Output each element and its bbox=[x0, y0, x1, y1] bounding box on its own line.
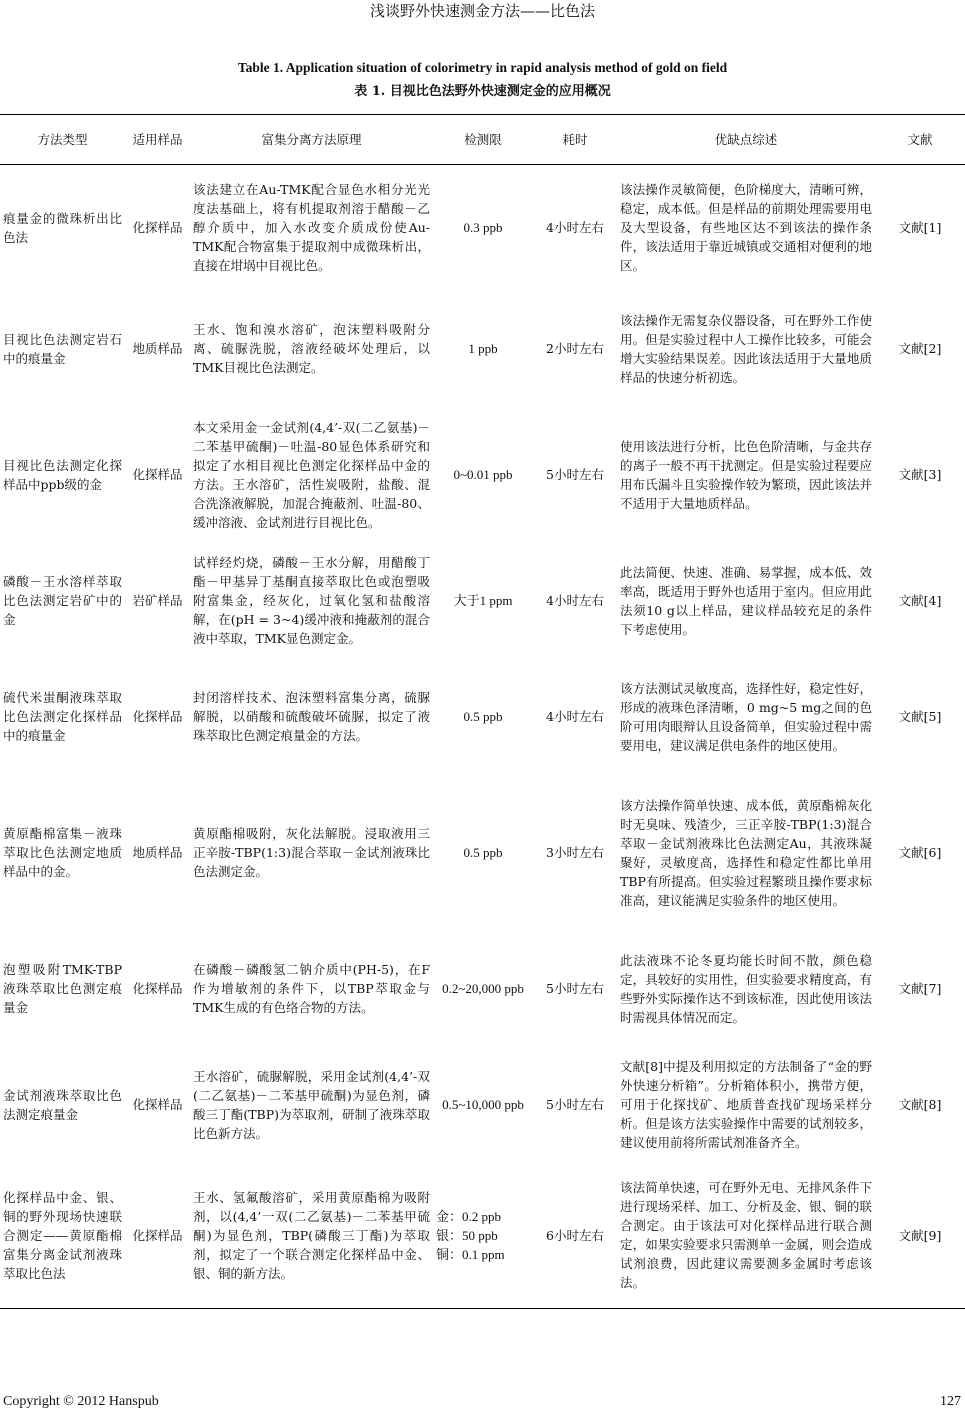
sample-type-cell: 化探样品 bbox=[125, 1163, 190, 1309]
method-cell: 目视比色法测定岩石中的痕量金 bbox=[3, 331, 122, 366]
principle-cell: 该法建立在Au-TMK配合显色水相分光光度法基础上，将有机提取剂溶于醋酸－乙醇介质中，加入水改变介质成份使Au-TMK配合物富集于提取剂中成微珠析出，直接在坩埚中目视比色。 bbox=[193, 182, 430, 274]
method-cell: 化探样品中金、银、铜的野外现场快速联合测定——黄原酯棉富集分离金试剂液珠萃取比色法 bbox=[0, 1163, 125, 1309]
sample-type-cell: 化探样品 bbox=[132, 981, 183, 996]
method-cell: 硫代米蚩酮液珠萃取比色法测定化探样品中的痕量金 bbox=[3, 690, 122, 743]
col-header-ref: 文献 bbox=[875, 115, 965, 165]
sample-type-cell: 化探样品 bbox=[132, 467, 183, 482]
detection-limit-cell bbox=[433, 1047, 533, 1163]
sample-type-cell: 地质样品 bbox=[132, 845, 183, 860]
table-row bbox=[0, 291, 965, 407]
method-cell: 磷酸－王水溶样萃取比色法测定岩矿中的金 bbox=[3, 574, 122, 627]
sample-type-cell: 化探样品 bbox=[132, 220, 183, 236]
pros-cons-cell: 该法操作灵敏简便，色阶梯度大，清晰可辨，稳定，成本低。但是样品的前期处理需要用电及大型设备，有些地区达不到该法的操作条件，该法适用于靠近城镇或交通相对便利的地区。 bbox=[620, 182, 872, 274]
table-row bbox=[0, 659, 965, 775]
col-header-time: 耗时 bbox=[533, 115, 617, 165]
reference-cell: 文献[3] bbox=[898, 467, 942, 482]
reference-cell: 文献[4] bbox=[898, 593, 942, 608]
reference-cell: 文献[1] bbox=[898, 220, 942, 236]
pros-cons-cell: 此法简便、快速、准确、易掌握，成本低、效率高，既适用于野外也适用于室内。但应用此法须10 g以上样品，建议样品较充足的条件下考虑使用。 bbox=[620, 564, 872, 637]
principle-cell: 在磷酸－磷酸氢二钠介质中(PH-5)，在F作为增敏剂的条件下，以TBP萃取金与TMK生成的有色络合物的方法。 bbox=[193, 962, 430, 1015]
time-cell: 6小时左右 bbox=[533, 1163, 617, 1309]
reference-cell: 文献[6] bbox=[898, 845, 942, 860]
reference-cell: 文献[8] bbox=[898, 1097, 942, 1112]
time-cell: 5小时左右 bbox=[546, 981, 604, 996]
detection-limit-value: 1 ppb bbox=[468, 341, 498, 356]
detection-limit-cell bbox=[433, 931, 533, 1047]
copyright-notice: Copyright © 2012 Hanspub bbox=[3, 1394, 159, 1409]
detection-limit-cell bbox=[433, 165, 533, 291]
sample-type-cell: 化探样品 bbox=[132, 1097, 183, 1112]
table-caption-en: Table 1. Application situation of colorimetry in rapid analysis method of gold on field bbox=[237, 60, 728, 75]
table-row bbox=[0, 407, 965, 543]
method-cell: 黄原酯棉富集－液珠萃取比色法测定地质样品中的金。 bbox=[3, 826, 122, 879]
pros-cons-cell: 此法液珠不论冬夏均能长时间不散，颜色稳定，具较好的实用性，但实验要求精度高，有些野外实际操作达不到该标准，因此使用该法时需视具体情况而定。 bbox=[620, 952, 872, 1025]
time-cell: 2小时左右 bbox=[546, 341, 604, 356]
time-cell: 4小时左右 bbox=[546, 220, 604, 236]
principle-cell: 王水、饱和溴水溶矿，泡沫塑料吸附分离、硫脲洗脱，溶液经破坏处理后，以TMK目视比色法测定。 bbox=[193, 322, 430, 375]
pros-cons-cell: 该法简单快速，可在野外无电、无排风条件下进行现场采样、加工、分析及金、银、铜的联合测定。由于该法可对化探样品进行联合测定，如果实验要求只需测单一金属，则会造成试剂浪费，因此建议需要测多金属时考虑该法。 bbox=[617, 1163, 875, 1309]
reference-cell: 文献[2] bbox=[898, 341, 942, 356]
sample-type-cell: 化探样品 bbox=[132, 709, 183, 724]
detection-limit-value: 0.5~10,000 ppb bbox=[442, 1097, 524, 1112]
method-cell: 目视比色法测定化探样品中ppb级的金 bbox=[3, 457, 122, 492]
detection-limit-value: 0.3 ppb bbox=[463, 220, 503, 236]
running-title: 浅谈野外快速测金方法——比色法 bbox=[369, 2, 595, 20]
pros-cons-cell: 使用该法进行分析，比色色阶清晰，与金共存的离子一般不再干扰测定。但是实验过程要应用布氏漏斗且实验操作较为繁琐，因此该法并不适用于大量地质样品。 bbox=[620, 438, 872, 511]
detection-limit-cell bbox=[433, 543, 533, 659]
page-number: 127 bbox=[940, 1394, 961, 1409]
detection-limit-value: 金：0.2 ppb bbox=[436, 1208, 502, 1224]
detection-limit-value: 大于1 ppm bbox=[453, 593, 513, 608]
detection-limit-cell bbox=[433, 659, 533, 775]
principle-cell: 王水、氢氟酸溶矿，采用黄原酯棉为吸附剂，以(4,4’一双(二乙氨基)－二苯基甲硫酮)为显色剂，TBP(磷酸三丁酯)为萃取剂，拟定了一个联合测定化探样品中金、银、铜的新方法。 bbox=[190, 1163, 433, 1309]
col-header-principle: 富集分离方法原理 bbox=[190, 115, 433, 165]
table-row bbox=[0, 543, 965, 659]
table-header-row bbox=[0, 115, 965, 165]
method-cell: 泡塑吸附TMK-TBP液珠萃取比色测定痕量金 bbox=[3, 962, 122, 1015]
pros-cons-cell: 该方法测试灵敏度高，选择性好，稳定性好，形成的液珠色泽清晰，0 mg~5 mg之间的色阶可用肉眼辩认且设备简单，但实验过程中需要用电，建议满足供电条件的地区使用。 bbox=[620, 680, 872, 753]
sample-type-cell: 地质样品 bbox=[132, 341, 183, 356]
method-cell: 痕量金的微珠析出比色法 bbox=[3, 210, 122, 245]
time-cell: 4小时左右 bbox=[546, 709, 604, 724]
sample-type-cell: 岩矿样品 bbox=[132, 593, 183, 608]
detection-limit-value: 银：50 ppb bbox=[436, 1227, 498, 1243]
pros-cons-cell: 文献[8]中提及利用拟定的方法制备了“金的野外快速分析箱”。分析箱体积小，携带方便，可用于化探找矿、地质普查找矿现场采样分析。但是该方法实验操作中需要的试剂较多，建议使用前将所需试剂准备齐全。 bbox=[620, 1059, 872, 1150]
col-header-limit: 检测限 bbox=[433, 115, 533, 165]
detection-limit-cell bbox=[433, 407, 533, 543]
principle-cell: 本文采用金一金试剂(4,4’-双(二乙氨基)－二苯基甲硫酮)－吐温-80显色体系研究和拟定了水相目视比色测定化探样品中金的方法。王水溶矿，活性炭吸附，盐酸、混合洗涤液解脱，加混合掩蔽剂、吐温-80、缓冲溶液、金试剂进行目视比色。 bbox=[193, 419, 430, 530]
detection-limit-value: 0.5 ppb bbox=[463, 709, 503, 724]
principle-cell: 试样经灼烧，磷酸－王水分解，用醋酸丁酯－甲基异丁基酮直接萃取比色或泡塑吸附富集金，经灰化，过氧化氢和盐酸溶解，在(pH = 3~4)缓冲液和掩蔽剂的混合液中萃取，TMK显色测定金。 bbox=[193, 555, 430, 646]
detection-limit-cell bbox=[433, 291, 533, 407]
table-row bbox=[0, 931, 965, 1047]
detection-limit-value: 铜：0.1 ppm bbox=[436, 1246, 505, 1262]
detection-limit-value: 0.2~20,000 ppb bbox=[442, 981, 524, 996]
methods-table bbox=[0, 114, 965, 1309]
detection-limit-value: 0~0.01 ppb bbox=[453, 467, 513, 482]
table-row bbox=[0, 775, 965, 931]
time-cell: 5小时左右 bbox=[546, 467, 604, 482]
detection-limit-cell bbox=[433, 775, 533, 931]
table-caption-zh: 表 1. 目视比色法野外快速测定金的应用概况 bbox=[354, 84, 611, 99]
method-cell: 金试剂液珠萃取比色法测定痕量金 bbox=[3, 1087, 122, 1122]
col-header-pros: 优缺点综述 bbox=[617, 115, 875, 165]
table-row bbox=[0, 1163, 965, 1309]
reference-cell: 文献[9] bbox=[875, 1163, 965, 1309]
detection-limit-value: 0.5 ppb bbox=[463, 845, 503, 860]
detection-limit-cell bbox=[433, 1163, 533, 1309]
time-cell: 5小时左右 bbox=[546, 1097, 604, 1112]
time-cell: 4小时左右 bbox=[546, 593, 604, 608]
pros-cons-cell: 该法操作无需复杂仪器设备，可在野外工作使用。但是实验过程中人工操作比较多，可能会增大实验结果误差。因此该法适用于大量地质样品的快速分析初选。 bbox=[620, 312, 872, 385]
pros-cons-cell: 该方法操作简单快速、成本低，黄原酯棉灰化时无臭味、残渣少，三正辛胺-TBP(1:3)混合萃取－金试剂液珠比色法测定Au，其液珠凝聚好，灵敏度高，选择性和稳定性都比单用TBP有所提高。但实验过程繁琐且操作要求标准高，建议能满足实验条件的地区使用。 bbox=[620, 797, 872, 908]
time-cell: 3小时左右 bbox=[546, 845, 604, 860]
reference-cell: 文献[5] bbox=[898, 709, 942, 724]
principle-cell: 封闭溶样技术、泡沫塑料富集分离，硫脲解脱，以硝酸和硫酸破坏硫脲，拟定了液珠萃取比色测定痕量金的方法。 bbox=[193, 690, 430, 743]
principle-cell: 王水溶矿，硫脲解脱，采用金试剂(4,4’-双(二乙氨基)－二苯基甲硫酮)为显色剂，磷酸三丁酯(TBP)为萃取剂，研制了液珠萃取比色新方法。 bbox=[193, 1068, 430, 1141]
col-header-method: 方法类型 bbox=[0, 115, 125, 165]
table-row bbox=[0, 1047, 965, 1163]
col-header-sample: 适用样品 bbox=[125, 115, 190, 165]
table-row bbox=[0, 165, 965, 291]
reference-cell: 文献[7] bbox=[898, 981, 942, 996]
principle-cell: 黄原酯棉吸附，灰化法解脱。浸取液用三正辛胺-TBP(1:3)混合萃取－金试剂液珠比色法测定金。 bbox=[193, 826, 430, 879]
table-body bbox=[0, 165, 965, 1309]
